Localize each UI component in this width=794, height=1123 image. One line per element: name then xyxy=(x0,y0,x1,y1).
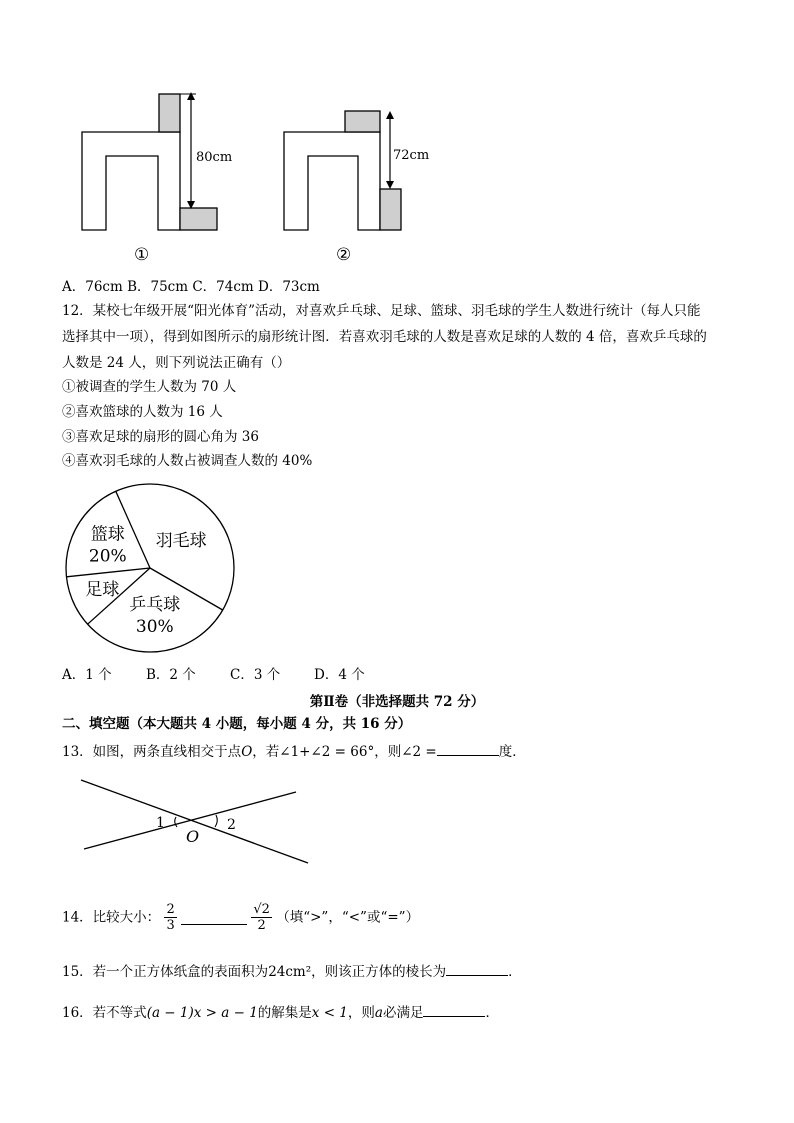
q11-figures xyxy=(60,88,460,268)
q16-middle: 的解集是 xyxy=(257,1005,312,1021)
figure-1-top-block xyxy=(159,94,180,132)
section-2-heading: 二、填空题（本大题共 4 小题，每小题 4 分，共 16 分） xyxy=(62,716,412,732)
q13-point-label: O xyxy=(186,827,200,846)
q12-line-3: 人数是 24 人，则下列说法正确有（） xyxy=(62,355,291,371)
q13-middle: ，若∠1+∠2 = 66°，则∠2 = xyxy=(252,744,437,760)
figure-2-top-block xyxy=(345,111,380,132)
q13-point: O xyxy=(241,744,253,760)
q16-middle2: ，则 xyxy=(347,1005,375,1021)
q12-option-b: B．2 个 xyxy=(146,667,196,683)
pie-slice-label: 乒乓球 xyxy=(129,594,181,615)
q16-end: ． xyxy=(485,1005,499,1021)
q14-text xyxy=(62,900,419,935)
figure-1-marker: ① xyxy=(134,245,150,265)
q12-option-a: A．1 个 xyxy=(62,667,112,683)
q13-intersecting-lines xyxy=(76,770,316,870)
section-2-title: 第Ⅱ卷（非选择题共 72 分） xyxy=(309,694,485,710)
q14-prefix: 14．比较大小： xyxy=(62,909,161,926)
q12-statement-3: ③喜欢足球的扇形的圆心角为 36 xyxy=(62,429,259,445)
figure-2-bottom-block xyxy=(380,189,401,230)
q16-text xyxy=(62,1002,499,1022)
figure-2-desk xyxy=(284,111,401,230)
q13-text xyxy=(62,741,526,761)
q13-angle-2-label: 2 xyxy=(227,817,236,833)
q12-statement-2: ②喜欢篮球的人数为 16 人 xyxy=(62,404,223,420)
q15-end: ． xyxy=(508,964,522,980)
q11-options: A．76cm B．75cm C．74cm D．73cm xyxy=(62,279,320,295)
q14-fraction-1: $\frac{2}{3}$ xyxy=(166,902,175,933)
q16-suffix: 必满足 xyxy=(382,1005,424,1021)
pie-slice-value-label: 30% xyxy=(135,616,174,637)
q15-suffix: ，则该正方体的棱长为 xyxy=(311,964,447,980)
q12-option-c: C．3 个 xyxy=(230,667,281,683)
q12-statement-4: ④喜欢羽毛球的人数占被调查人数的 40% xyxy=(62,453,313,469)
q14-fraction-2: $\frac{√2}{2}$ xyxy=(253,902,270,933)
figure-1-height-label: 80cm xyxy=(196,150,233,165)
q16-inequality: (a − 1)x > a − 1 xyxy=(146,1005,258,1021)
figure-2-height-label: 72cm xyxy=(393,148,430,163)
q13-angle-1-label: 1 xyxy=(156,815,165,831)
figure-1-bottom-block xyxy=(180,208,217,230)
q15-answer-blank[interactable] xyxy=(446,961,508,976)
q16-var: a xyxy=(374,1005,383,1021)
q14-suffix: （填“>”，“<”或“=”） xyxy=(276,909,420,926)
q16-answer-blank[interactable] xyxy=(423,1002,485,1017)
q14-answer-blank[interactable] xyxy=(181,910,247,925)
q16-prefix: 16．若不等式 xyxy=(62,1005,147,1021)
q12-statement-1: ①被调查的学生人数为 70 人 xyxy=(62,379,237,395)
q12-pie-chart xyxy=(64,478,244,658)
q12-line-1: 12．某校七年级开展“阳光体育”活动，对喜欢乒乓球、足球、篮球、羽毛球的学生人数进行统计（每人只能 xyxy=(62,303,701,319)
pie-slice-label: 羽毛球 xyxy=(155,530,207,551)
q15-prefix: 15．若一个正方体纸盒的表面积为 xyxy=(62,964,269,980)
q13-answer-blank[interactable] xyxy=(437,741,499,756)
q12-line-2: 选择其中一项），得到如图所示的扇形统计图．若喜欢羽毛球的人数是喜欢足球的人数的 4 倍，喜欢乒乓球的 xyxy=(62,329,707,345)
figure-2-marker: ② xyxy=(336,245,352,265)
q15-text xyxy=(62,961,522,981)
q13-suffix: 度． xyxy=(498,744,526,760)
pie-slice-label: 足球 xyxy=(85,580,120,601)
pie-slice-label: 篮球 xyxy=(90,524,125,545)
q12-option-d: D．4 个 xyxy=(314,667,365,683)
q15-area: 24cm² xyxy=(268,964,312,980)
pie-slice-value-label: 20% xyxy=(88,546,127,567)
q13-prefix: 13．如图，两条直线相交于点 xyxy=(62,744,242,760)
q16-solution: x < 1 xyxy=(311,1005,348,1021)
